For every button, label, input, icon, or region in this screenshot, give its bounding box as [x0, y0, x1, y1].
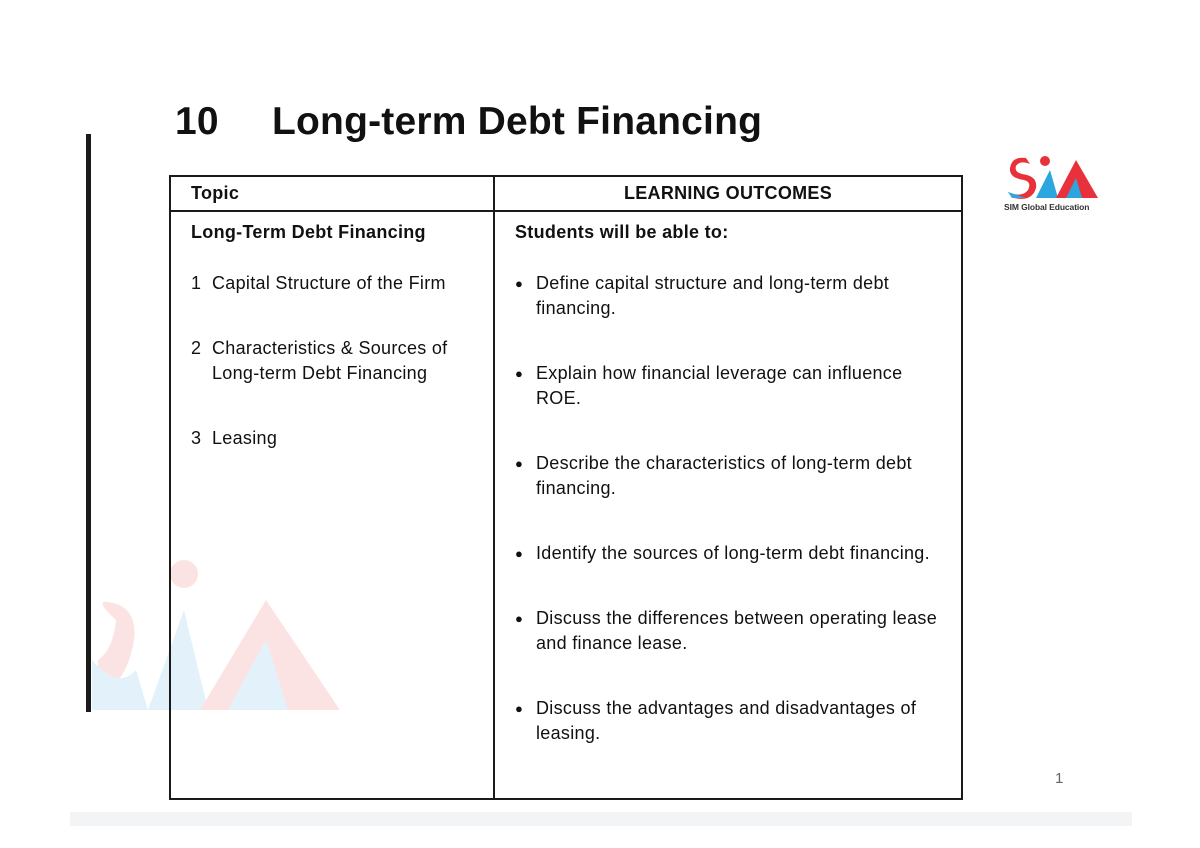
table-body-row: [170, 211, 962, 799]
list-item: [515, 451, 951, 501]
outcomes-cell: [494, 211, 962, 799]
outcome-text: Define capital structure and long-term debt financing.: [536, 273, 890, 318]
list-item: [515, 606, 951, 656]
sim-logo-icon: [1004, 152, 1104, 200]
outcome-list: [515, 271, 951, 746]
header-learning-outcomes: LEARNING OUTCOMES: [494, 176, 962, 211]
topic-number: 2: [191, 338, 202, 358]
learning-outcomes-table: [169, 175, 963, 800]
topic-heading: Long-Term Debt Financing: [191, 222, 426, 242]
list-item: [191, 426, 483, 451]
outcome-text: Discuss the advantages and disadvantages of leasing.: [536, 698, 917, 743]
list-item: [515, 541, 951, 566]
outcome-text: Discuss the differences between operating lease and finance lease.: [536, 608, 938, 653]
topic-cell: [170, 211, 494, 799]
bullet-dot-icon: ●: [515, 611, 524, 626]
list-item: [191, 336, 483, 386]
topic-list: [191, 271, 483, 451]
page-title: [175, 100, 762, 144]
list-item: [515, 361, 951, 411]
bullet-dot-icon: ●: [515, 366, 524, 381]
list-item: [515, 271, 951, 321]
outcome-text: Identify the sources of long-term debt financing.: [536, 543, 930, 563]
bullet-dot-icon: ●: [515, 276, 524, 291]
bullet-dot-icon: ●: [515, 701, 524, 716]
bottom-shade-band: [70, 812, 1132, 826]
topic-text: Characteristics & Sources of Long-term Debt Financing: [212, 338, 448, 383]
bullet-dot-icon: ●: [515, 546, 524, 561]
page-number: 1: [1055, 770, 1064, 787]
outcome-text: Explain how financial leverage can influence ROE.: [536, 363, 903, 408]
topic-text: Leasing: [212, 428, 278, 448]
topic-text: Capital Structure of the Firm: [212, 273, 446, 293]
header-topic: Topic: [170, 176, 494, 211]
topic-number: 3: [191, 428, 202, 448]
list-item: [515, 696, 951, 746]
outcomes-heading: Students will be able to:: [515, 222, 729, 242]
chapter-title: Long-term Debt Financing: [272, 100, 763, 143]
table-header-row: [170, 176, 962, 211]
bullet-dot-icon: ●: [515, 456, 524, 471]
chapter-number: 10: [175, 100, 219, 143]
logo-caption: SIM Global Education: [1004, 202, 1090, 212]
sim-logo: [1004, 152, 1104, 212]
list-item: [191, 271, 483, 296]
outcome-text: Describe the characteristics of long-term debt financing.: [536, 453, 912, 498]
topic-number: 1: [191, 273, 202, 293]
